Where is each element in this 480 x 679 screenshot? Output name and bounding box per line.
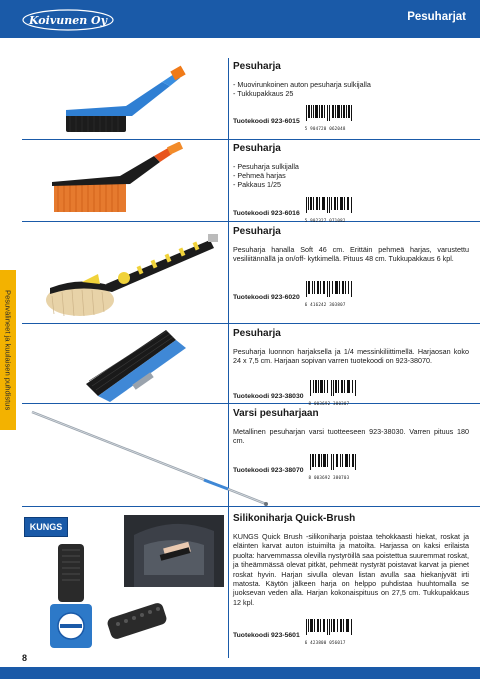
product-card	[233, 328, 469, 406]
product-card	[233, 61, 469, 131]
product-bullet: - Muovirunkoinen auton pesuharja sulkijalla	[233, 80, 469, 89]
product-image-brush-blue	[62, 60, 190, 138]
barcode-number: 6 416242 303807	[304, 302, 346, 307]
barcode-number: 6 423800 056017	[304, 640, 346, 645]
product-description: Pesuharja hanalla Soft 46 cm. Erittäin pehmeä harjas, varustettu vesiliitännällä ja on/off- kytkimellä. Pituus 48 cm. Tukkupakkaus 6 kpl.	[233, 245, 469, 264]
barcode	[305, 105, 353, 131]
product-image-quickbrush	[104, 594, 176, 642]
product-title: Pesuharja	[233, 328, 281, 339]
product-code: Tuotekoodi 923-6016	[233, 210, 300, 217]
product-bullet: - Pesuharja sulkijalla	[233, 162, 469, 171]
product-code-row	[233, 619, 353, 645]
barcode-icon	[309, 380, 357, 396]
product-description: Metallinen pesuharjan varsi tuotteeseen 923-38030. Varren pituus 180 cm.	[233, 427, 469, 446]
product-code-row	[233, 197, 353, 223]
svg-text:Koivunen Oy: Koivunen Oy	[28, 14, 108, 27]
product-title: Silikoniharja Quick-Brush	[233, 513, 356, 524]
product-code: Tuotekoodi 923-38070	[233, 467, 304, 474]
barcode	[305, 281, 353, 307]
product-image-brush-orange	[50, 142, 190, 218]
barcode	[305, 619, 353, 645]
column-divider	[228, 58, 229, 658]
product-title: Varsi pesuharjaan	[233, 408, 319, 419]
barcode	[305, 197, 353, 223]
product-card	[233, 408, 469, 480]
product-image-quickbrush-package	[44, 540, 102, 652]
barcode-number: 8 003692 380307	[308, 401, 350, 406]
row-divider	[22, 323, 480, 324]
product-bullets	[233, 80, 469, 98]
barcode-icon	[305, 619, 353, 635]
product-card	[233, 513, 469, 645]
barcode	[309, 454, 357, 480]
product-image-car-interior	[124, 515, 224, 587]
barcode-icon	[309, 454, 357, 470]
page-number: 8	[22, 653, 28, 663]
product-card	[233, 143, 469, 223]
product-description: KUNGS Quick Brush -silikoniharja poistaa tehokkaasti hiekat, roskat ja eläinten karvat auton istuimilta ja matoilta. Harjassa on kaksi erilaista puolta: harvemmassa olevilla nystyröillä saa poistettua suuremmat roskat, ja tiheämmässä olevat pitkät, pehmeät nystyrät poistavat karvat ja pienet roskat hyvin. Harjan sivulla olevan listan avulla saa hiekanjyvät irti matosta. Käytön jälkeen harja on helppo puhdistaa huuhtomalla se juoksevan veden alla. Harjan kokonaispituus on 27,5 cm. Tukkupakkaus 12 kpl.	[233, 532, 469, 607]
product-bullet: - Tukkupakkaus 25	[233, 89, 469, 98]
product-description: Pesuharja luonnon harjaksella ja 1/4 messinkiliittimellä. Harjaosan koko 24 x 7,5 cm. Harjaan sopivan varren tuotekoodi on 923-38070.	[233, 347, 469, 366]
barcode	[309, 380, 357, 406]
product-code: Tuotekoodi 923-38030	[233, 393, 304, 400]
page-footer	[0, 667, 480, 679]
barcode-icon	[305, 197, 353, 213]
barcode-icon	[305, 105, 353, 121]
page-header	[0, 0, 480, 38]
barcode-icon	[305, 281, 353, 297]
product-bullets	[233, 162, 469, 189]
product-code-row	[233, 105, 353, 131]
company-logo	[22, 9, 114, 31]
product-bullet: - Pakkaus 1/25	[233, 180, 469, 189]
product-title: Pesuharja	[233, 61, 281, 72]
section-title: Pesuharjat	[407, 11, 466, 23]
row-divider	[22, 139, 480, 140]
product-image-brush-soft	[42, 226, 222, 322]
product-image-brush-natural	[76, 326, 196, 402]
kungs-logo: KUNGS	[24, 517, 68, 537]
row-divider	[22, 506, 480, 507]
product-bullet: - Pehmeä harjas	[233, 171, 469, 180]
product-code-row	[233, 281, 353, 307]
product-code: Tuotekoodi 923-5601	[233, 632, 300, 639]
product-title: Pesuharja	[233, 226, 281, 237]
product-code-row	[233, 454, 357, 480]
product-code-row	[233, 380, 357, 406]
barcode-number: 5 902327 071082	[304, 218, 346, 223]
product-title: Pesuharja	[233, 143, 281, 154]
product-code: Tuotekoodi 923-6020	[233, 294, 300, 301]
barcode-number: 8 003692 380703	[308, 475, 350, 480]
product-card	[233, 226, 469, 307]
side-tab-label: Pesuvälineet ja kuulaisen puhdistus	[3, 289, 13, 411]
barcode-number: 5 904720 062048	[304, 126, 346, 131]
product-code: Tuotekoodi 923-6015	[233, 118, 300, 125]
